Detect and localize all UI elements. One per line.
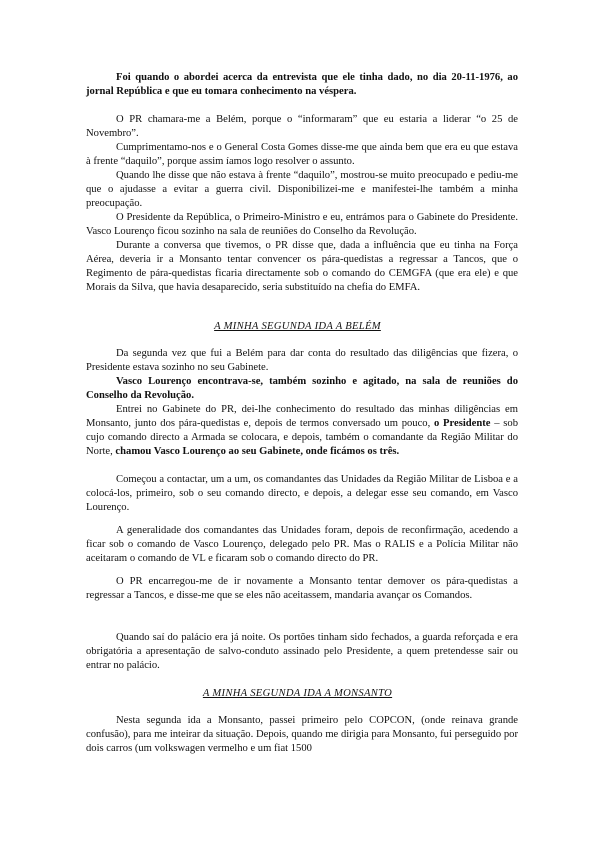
paragraph-generalidade: A generalidade dos comandantes das Unidades foram, depois de reconfirmação, acedendo a ficar sob o comando de Vasco Lourenço, delegado pelo PR. Mas o RALIS e a Polícia Militar não aceitaram o comando de VL e ficaram sob o comando directo do PR.: [86, 525, 518, 564]
paragraph-segunda-ida-monsanto: Nesta segunda ida a Monsanto, passei primeiro pelo COPCON, (onde reinava grande confusão), para me inteirar da situação. Depois, quando me dirigia para Monsanto, fui perseguido por dois carros (um volkswagen vermelho e um fiat 1500: [86, 715, 518, 754]
paragraph-segunda-vez: Da segunda vez que fui a Belém para dar conta do resultado das diligências que fizera, o Presidente estava sozinho no seu Gabinete.: [86, 348, 518, 373]
paragraph-quando-lhe-disse: Quando lhe disse que não estava à frente “daquilo”, mostrou-se muito preocupado e pediu-me que o ajudasse a evitar a guerra civil. Disponibilizei-me e manifestei-lhe também a minha preocupação.: [86, 170, 518, 209]
section-heading-belem: A MINHA SEGUNDA IDA A BELÉM: [214, 321, 381, 332]
paragraph-quando-sai: Quando saí do palácio era já noite. Os portões tinham sido fechados, a guarda reforçada e era obrigatória a apresentação de salvo-conduto assinado pelo Presidente, a quem pretendesse sair ou entrar no palácio.: [86, 632, 518, 671]
paragraph-comecou-contactar: Começou a contactar, um a um, os comandantes das Unidades da Região Militar de Lisboa e a colocá-los, primeiro, sob o seu comando directo, e depois, a delegar esse seu comando, em Vasco Lourenço.: [86, 474, 518, 513]
text-o-presidente: o Presidente: [433, 418, 491, 429]
section-heading-monsanto: A MINHA SEGUNDA IDA A MONSANTO: [202, 688, 393, 699]
text-sob-cujo-comando: – sob cujo comando directo a Armada se colocara, e depois, também o comandante da Região Militar do Norte,: [86, 418, 518, 457]
paragraph-entrei-gabinete: [86, 403, 518, 459]
text-entrei: Entrei no Gabinete do PR, dei-lhe conhecimento do resultado das minhas diligências em Monsanto, junto dos pára-quedistas e, depois de termos conversado um pouco,: [86, 404, 518, 429]
text-chamou-vasco: chamou Vasco Lourenço ao seu Gabinete, onde ficámos os três.: [115, 446, 400, 457]
paragraph-cumprimentamo: Cumprimentamo-nos e o General Costa Gomes disse-me que ainda bem que era eu que estava à frente “daquilo”, porque assim íamos logo resolver o assunto.: [86, 142, 518, 167]
paragraph-vasco-lourenco-bold: Vasco Lourenço encontrava-se, também sozinho e agitado, na sala de reuniões do Conselho da Revolução.: [86, 376, 518, 401]
paragraph-pr-encarregou: O PR encarregou-me de ir novamente a Monsanto tentar demover os pára-quedistas a regressar a Tancos, e disse-me que se eles não aceitassem, mandaria avançar os Comandos.: [86, 576, 518, 601]
paragraph-durante-conversa: Durante a conversa que tivemos, o PR disse que, dada a influência que eu tinha na Força Aérea, deveria ir a Monsanto tentar convencer os pára-quedistas a regressar a Tancos, que o Regimento de pára-quedistas ficaria directamente sob o comando do CEMGFA (que era ele) e que Morais da Silva, que havia desaparecido, seria substituído na chefia do EMFA.: [86, 240, 518, 293]
paragraph-pr-chamara: O PR chamara-me a Belém, porque o “informaram” que eu estaria a liderar “o 25 de Novembro”.: [86, 114, 518, 139]
paragraph-presidente-gabinete: O Presidente da República, o Primeiro-Ministro e eu, entrámos para o Gabinete do Presidente. Vasco Lourenço ficou sozinho na sala de reuniões do Conselho da Revolução.: [86, 212, 518, 237]
intro-paragraph: Foi quando o abordei acerca da entrevista que ele tinha dado, no dia 20-11-1976, ao jornal República e que eu tomara conhecimento na véspera.: [86, 72, 518, 97]
